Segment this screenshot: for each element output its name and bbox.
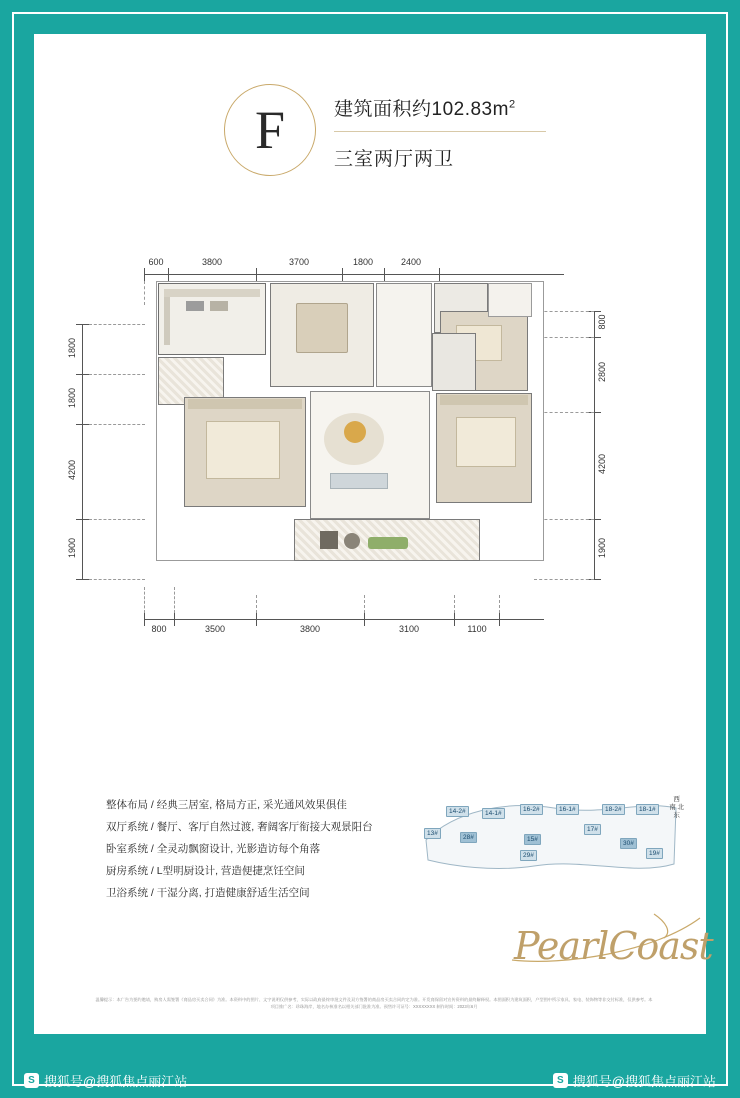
dim-guide bbox=[89, 424, 145, 425]
dim-top-3: 1800 bbox=[352, 257, 374, 267]
dim-guide bbox=[454, 595, 455, 613]
master-bed bbox=[206, 421, 280, 479]
dim-guide bbox=[144, 587, 145, 613]
dim-tick bbox=[384, 268, 385, 281]
site-building: 14-2# bbox=[446, 806, 469, 817]
living-coffee-table bbox=[344, 421, 366, 443]
balcony-table bbox=[344, 533, 360, 549]
sohu-logo-icon: S bbox=[553, 1073, 568, 1088]
site-building: 13# bbox=[424, 828, 441, 839]
dim-tick bbox=[168, 268, 169, 281]
balcony-stool bbox=[320, 531, 338, 549]
dim-tick bbox=[144, 268, 145, 281]
master-wardrobe bbox=[188, 399, 302, 409]
dim-bottom-2: 3800 bbox=[299, 624, 321, 634]
dim-tick bbox=[499, 613, 500, 626]
site-building: 18-2# bbox=[602, 804, 625, 815]
room-bathroom-main bbox=[432, 333, 476, 391]
dim-bottom-0: 800 bbox=[151, 624, 167, 634]
dim-bottom-1: 3500 bbox=[204, 624, 226, 634]
bedroom2-bed bbox=[456, 417, 516, 467]
rooms-title: 三室两厅两卫 bbox=[334, 149, 455, 170]
dim-guide bbox=[174, 587, 175, 613]
header bbox=[34, 84, 706, 194]
feature-item: 卧室系统 / 全灵动飘窗设计, 光影造访每个角落 bbox=[106, 843, 321, 855]
dim-tick bbox=[76, 324, 89, 325]
dim-right-2: 4200 bbox=[597, 453, 607, 475]
dim-line-bottom bbox=[144, 619, 544, 620]
dim-top-0: 600 bbox=[148, 257, 164, 267]
watermark-right bbox=[553, 1071, 716, 1090]
dim-left-0: 1800 bbox=[67, 337, 77, 359]
dim-guide bbox=[499, 595, 500, 613]
dim-line-top bbox=[144, 274, 564, 275]
compass-top: 西 bbox=[673, 796, 680, 803]
dim-tick bbox=[342, 268, 343, 281]
site-plan bbox=[424, 794, 684, 884]
dim-top-4: 2400 bbox=[400, 257, 422, 267]
floorplan-diagram bbox=[34, 219, 706, 719]
site-building: 16-1# bbox=[556, 804, 579, 815]
room-entry bbox=[376, 283, 432, 387]
feature-list bbox=[106, 794, 406, 904]
dim-tick bbox=[76, 374, 89, 375]
dim-guide bbox=[534, 579, 594, 580]
dim-tick bbox=[76, 579, 89, 580]
area-title bbox=[334, 94, 546, 132]
dim-tick bbox=[439, 268, 440, 281]
compass-mid: 南 北 bbox=[669, 804, 684, 811]
area-text: 建筑面积约102.83m bbox=[334, 99, 509, 120]
dim-left-1: 1800 bbox=[67, 387, 77, 409]
site-building: 17# bbox=[584, 824, 601, 835]
dim-top-2: 3700 bbox=[288, 257, 310, 267]
unit-type-letter: F bbox=[254, 100, 286, 160]
dim-right-3: 1900 bbox=[597, 537, 607, 559]
bedroom2-wardrobe bbox=[440, 395, 528, 405]
living-sofa bbox=[330, 473, 388, 489]
dining-table bbox=[296, 303, 348, 353]
kitchen-counter bbox=[164, 289, 170, 345]
feature-item: 整体布局 / 经典三居室, 格局方正, 采光通风效果俱佳 bbox=[106, 799, 347, 811]
site-building: 30# bbox=[620, 838, 637, 849]
dim-right-1: 2800 bbox=[597, 361, 607, 383]
floorplan-sheet bbox=[34, 34, 713, 1034]
area-superscript: 2 bbox=[508, 98, 516, 111]
kitchen-stove bbox=[186, 301, 204, 311]
dim-tick bbox=[256, 268, 257, 281]
compass-bottom: 东 bbox=[673, 812, 680, 819]
title-block bbox=[334, 94, 664, 171]
dim-guide bbox=[256, 595, 257, 613]
feature-item: 厨房系统 / L型明厨设计, 营造便捷烹饪空间 bbox=[106, 865, 305, 877]
dim-tick bbox=[364, 613, 365, 626]
site-building: 28# bbox=[460, 832, 477, 843]
watermark-left-text: 搜狐号@搜狐焦点丽江站 bbox=[44, 1074, 188, 1089]
dim-guide bbox=[89, 324, 145, 325]
dim-guide bbox=[89, 579, 145, 580]
site-building: 14-1# bbox=[482, 808, 505, 819]
dim-line-left bbox=[82, 324, 83, 579]
kitchen-upper-cabinets bbox=[164, 289, 260, 297]
balcony-planter bbox=[368, 537, 408, 549]
watermark-left bbox=[24, 1071, 187, 1090]
feature-item: 双厅系统 / 餐厅、客厅自然过渡, 奢阔客厅衔接大观景阳台 bbox=[106, 821, 373, 833]
site-building: 16-2# bbox=[520, 804, 543, 815]
sohu-logo-icon: S bbox=[24, 1073, 39, 1088]
dim-left-3: 1900 bbox=[67, 537, 77, 559]
dim-right-0: 800 bbox=[597, 314, 607, 330]
dim-line-right bbox=[594, 311, 595, 579]
site-building: 29# bbox=[520, 850, 537, 861]
project-brand-name: PearlCoast bbox=[514, 924, 713, 968]
site-building: 19# bbox=[646, 848, 663, 859]
kitchen-sink bbox=[210, 301, 228, 311]
unit-plan-rendering bbox=[144, 281, 564, 571]
dim-tick bbox=[256, 613, 257, 626]
dim-top-1: 3800 bbox=[201, 257, 223, 267]
feature-item: 卫浴系统 / 干湿分离, 打造健康舒适生活空间 bbox=[106, 887, 310, 899]
watermark-right-text: 搜狐号@搜狐焦点丽江站 bbox=[572, 1074, 716, 1089]
dim-guide bbox=[364, 595, 365, 613]
site-building: 18-1# bbox=[636, 804, 659, 815]
compass-rose bbox=[669, 796, 684, 820]
dim-left-2: 4200 bbox=[67, 459, 77, 481]
dim-guide bbox=[89, 519, 145, 520]
dim-guide bbox=[89, 374, 145, 375]
room-bedroom3-balcony bbox=[488, 283, 532, 317]
dim-bottom-3: 3100 bbox=[398, 624, 420, 634]
dim-tick bbox=[76, 519, 89, 520]
site-building: 15# bbox=[524, 834, 541, 845]
dim-bottom-4: 1100 bbox=[467, 624, 487, 634]
dim-tick bbox=[76, 424, 89, 425]
legal-disclaimer: 温馨提示：本广告为要约邀请，购房人需签署《商品房买卖合同》为准。本资料中的图片、文字说明仅供参考，实际以政府最终审批文件及双方签署的商品房买卖合同约定为准。开发商保留对宣传资料的最终解释权。本图面积为建筑面积，户型图中所示家具、家电、装饰物等非交付标准，仅供参考。本项目推广名：珍珠海岸，地名办核准名以相关部门批准为准。预售许可证号：XXXXXXXX 制作时间：2023年6月 bbox=[95, 997, 653, 1009]
